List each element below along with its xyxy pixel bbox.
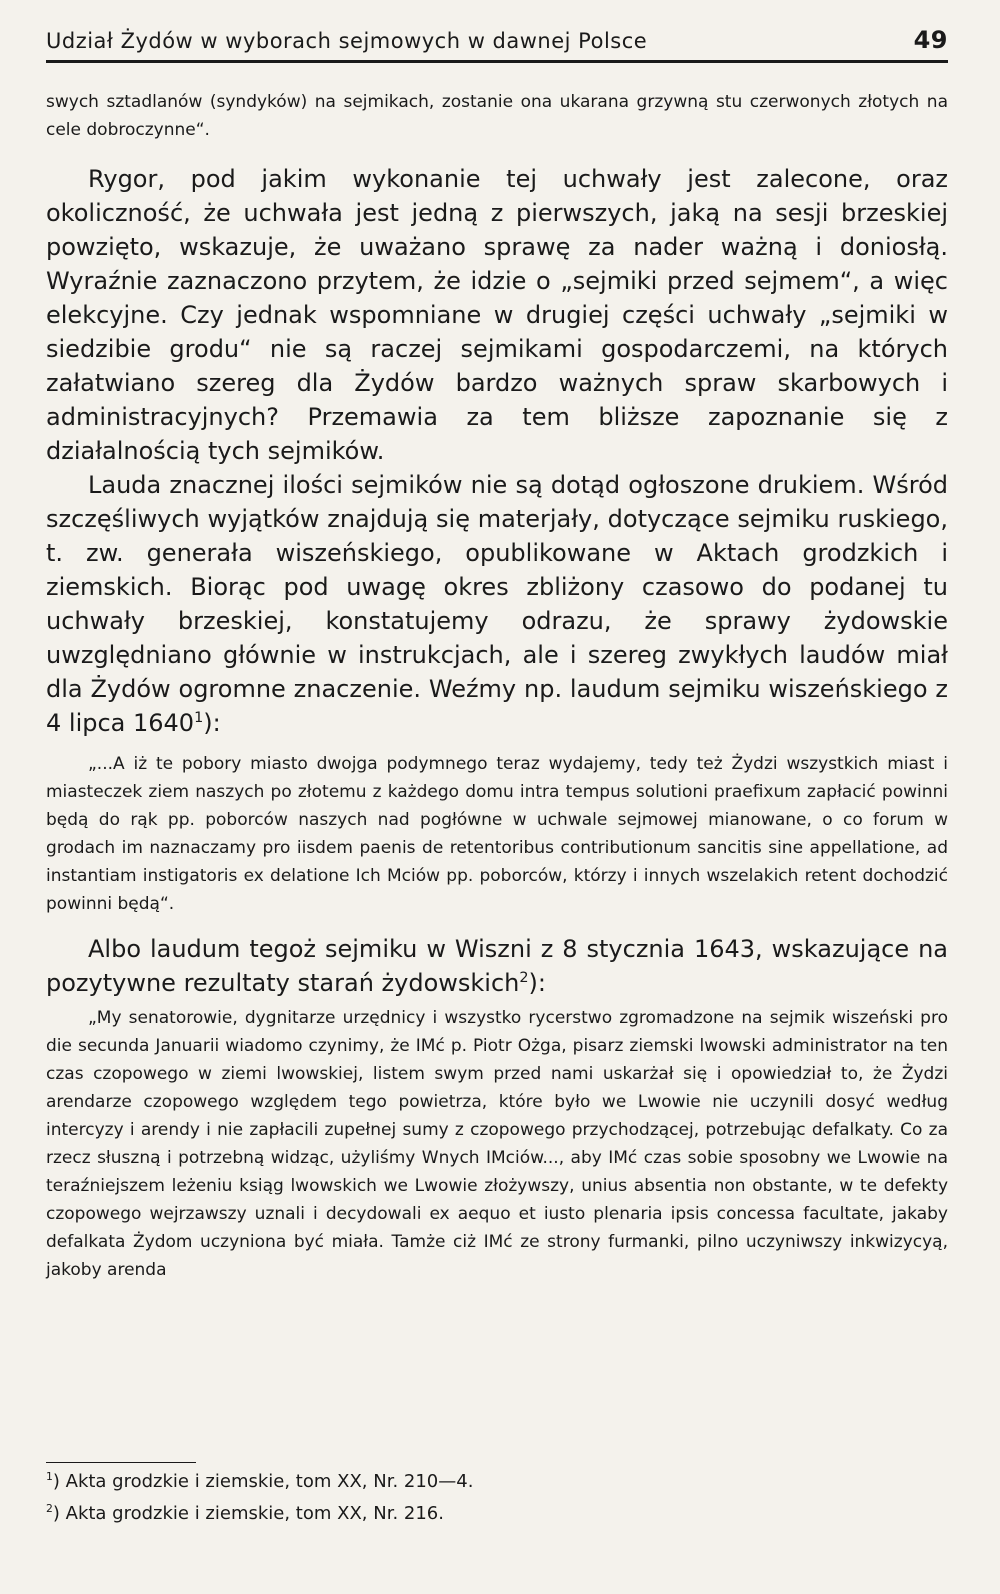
footnote-mark: 2	[46, 1502, 53, 1515]
running-title: Udział Żydów w wyborach sejmowych w dawnej Polsce	[46, 29, 648, 53]
footnotes	[46, 1466, 948, 1530]
footnote-text: Akta grodzkie i ziemskie, tom XX, Nr. 210—4.	[65, 1471, 474, 1492]
quote-1: „...A iż te pobory miasto dwojga podymnego teraz wydajemy, tedy też Żydzi wszystkich miast i miasteczek ziem naszych po złotemu z każdego domu intra tempus solutioni praefixum zapłacić powinni będą do rąk pp. poborców naszych nad pogłówne w uchwale sejmowej mianowane, o co forum w grodach im naznaczamy pro iisdem paenis de retentoribus contributionum sancitis sine appellatione, ad instantiam instigatoris ex delatione Ich Mciów pp. poborców, którzy i innych wszelakich retent dochodzić powinni będą“.	[46, 754, 948, 914]
page-number: 49	[913, 26, 948, 54]
running-header	[46, 26, 948, 54]
header-rule	[46, 60, 948, 63]
footnote-rule	[46, 1462, 196, 1463]
footnote-text: Akta grodzkie i ziemskie, tom XX, Nr. 216.	[65, 1503, 444, 1524]
footnote-ref-2[interactable]: 2	[519, 970, 529, 986]
paragraph-3-text: Albo laudum tegoż sejmiku w Wiszni z 8 stycznia 1643, wskazujące na pozytywne rezultaty starań żydowskich	[46, 935, 948, 997]
paragraph-3-tail: ):	[528, 969, 546, 997]
paragraph-2-tail: ):	[203, 709, 221, 737]
footnote-mark: 1	[46, 1470, 53, 1483]
body-text	[46, 88, 948, 1284]
paragraph-2-text: Lauda znacznej ilości sejmików nie są dotąd ogłoszone drukiem. Wśród szczęśliwych wyjątków znajdują się materjały, dotyczące sejmiku ruskiego, t. zw. generała wiszeńskiego, opublikowane w Aktach grodzkich i ziemskich. Biorąc pod uwagę okres zbliżony czasowo do podanej tu uchwały brzeskiej, konstatujemy odrazu, że sprawy żydowskie uwzględniano głównie w instrukcjach, ale i szereg zwykłych laudów miał dla Żydów ogromne znaczenie. Weźmy np. laudum sejmiku wiszeńskiego z 4 lipca 1640	[46, 471, 948, 737]
paragraph-3	[46, 932, 948, 1000]
paragraph-1: Rygor, pod jakim wykonanie tej uchwały jest zalecone, oraz okoliczność, że uchwała jest jedną z pierwszych, jaką na sesji brzeskiej powzięto, wskazuje, że uważano sprawę za nader ważną i doniosłą. Wyraźnie zaznaczono przytem, że idzie o „sejmiki przed sejmem“, a więc elekcyjne. Czy jednak wspomniane w drugiej części uchwały „sejmiki w siedzibie grodu“ nie są raczej sejmikami gospodarczemi, na których załatwiano szereg dla Żydów bardzo ważnych spraw skarbowych i administracyjnych? Przemawia za tem bliższe zapoznanie się z działalnością tych sejmików.	[46, 165, 948, 465]
footnote: $^1$) Akta grodzkie i ziemskie, tom XX, Nr. 210—4.	[46, 1470, 474, 1492]
continued-fragment: swych sztadlanów (syndyków) na sejmikach, zostanie ona ukarana grzywną stu czerwonych złotych na cele dobroczynne“.	[46, 92, 948, 140]
footnote: $^2$) Akta grodzkie i ziemskie, tom XX, Nr. 216.	[46, 1502, 444, 1524]
paragraph-2	[46, 468, 948, 740]
quote-2: „My senatorowie, dygnitarze urzędnicy i wszystko rycerstwo zgromadzone na sejmik wiszeński pro die secunda Januarii wiadomo czynimy, że IMć p. Piotr Ożga, pisarz ziemski lwowski administrator na ten czas czopowego w ziemi lwowskiej, listem swym przed nami uskarżał się i opowiedział to, że Żydzi arendarze czopowego względem tego powietrza, które było we Lwowie nie uczynili dosyć według intercyzy i arendy i nie zapłacili zupełnej sumy z czopowego przychodzącej, potrzebując defalkaty. Co za rzecz słuszną i potrzebną widząc, użyliśmy Wnych IMciów..., aby IMć czas sobie sposobny we Lwowie na teraźniejszem leżeniu ksiąg lwowskich we Lwowie złożywszy, unius absentia non obstante, w te defekty czopowego wejrzawszy uznali i decydowali ex aequo et iusto plenaria ipsis concessa facultate, jakaby defalkata Żydom uczyniona być miała. Tamże ciż IMć ze strony furmanki, pilno uczyniwszy inkwizycyą, jakoby arenda	[46, 1008, 948, 1280]
footnote-ref-1[interactable]: 1	[194, 710, 204, 726]
